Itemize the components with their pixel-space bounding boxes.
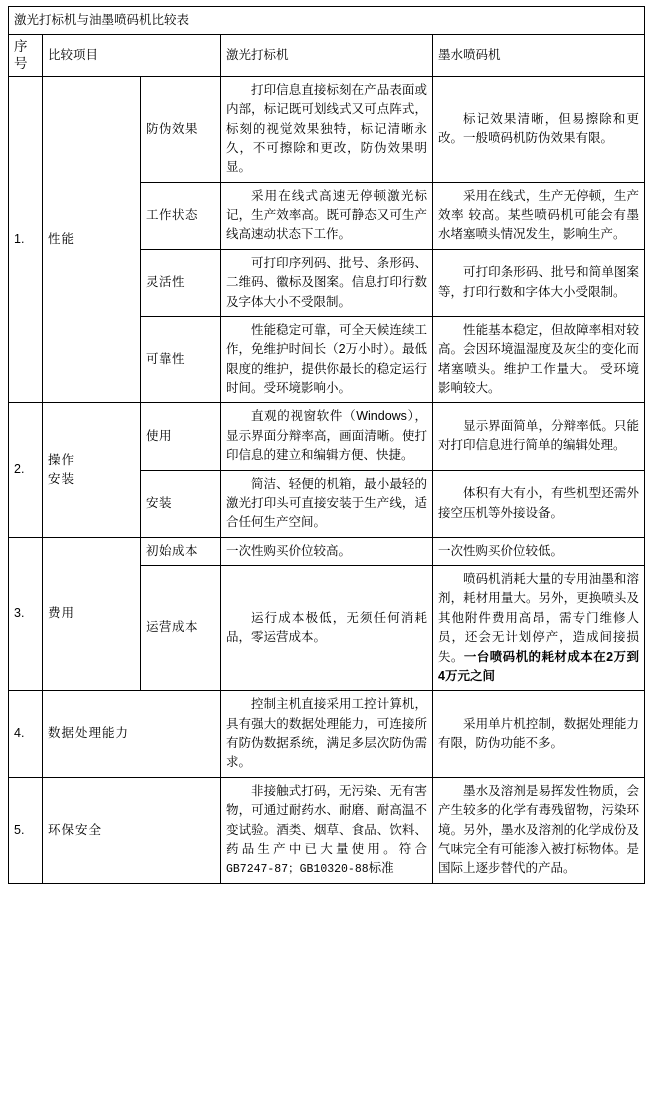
cell-inkjet-emphasis: 一台喷码机的耗材成本在2万到4万元之间 — [438, 649, 639, 683]
row-index: 2. — [9, 403, 43, 537]
table-header-row — [9, 35, 645, 76]
cell-laser: 可打印序列码、批号、条形码、二维码、徽标及图案。信息打印行数及字体大小不受限制。 — [221, 249, 433, 316]
row-index: 5. — [9, 777, 43, 883]
row-index: 4. — [9, 691, 43, 778]
row-subitem-label: 安装 — [141, 470, 221, 537]
row-subitem-label: 初始成本 — [141, 537, 221, 565]
page-title: 激光打标机与油墨喷码机比较表 — [9, 7, 645, 35]
row-category: 环保安全 — [43, 777, 221, 883]
column-header-index-line2: 号 — [14, 55, 28, 71]
cell-inkjet: 一次性购买价位较低。 — [433, 537, 645, 565]
row-category: 费用 — [43, 537, 141, 691]
row-subitem-label: 工作状态 — [141, 182, 221, 249]
column-header-item: 比较项目 — [43, 35, 221, 76]
row-subitem-label: 防伪效果 — [141, 76, 221, 182]
cell-laser-text-tail: 标准 — [368, 861, 394, 876]
table-row — [9, 403, 645, 470]
row-category: 数据处理能力 — [43, 691, 221, 778]
cell-inkjet: 可打印条形码、批号和简单图案等，打印行数和字体大小受限制。 — [433, 249, 645, 316]
row-subitem-label: 运营成本 — [141, 566, 221, 691]
table-row — [9, 691, 645, 778]
cell-inkjet: 显示界面简单，分辩率低。只能对打印信息进行简单的编辑处理。 — [433, 403, 645, 470]
cell-laser — [221, 777, 433, 883]
cell-laser: 一次性购买价位较高。 — [221, 537, 433, 565]
cell-laser: 性能稳定可靠，可全天候连续工作，免维护时间长（2万小时）。最低限度的维护，提供你最长的稳定运行时间。受环境影响小。 — [221, 316, 433, 403]
cell-laser: 简洁、轻便的机箱，最小最轻的激光打印头可直接安装于生产线，适合任何生产空间。 — [221, 470, 433, 537]
row-subitem-label: 使用 — [141, 403, 221, 470]
row-category-line1: 操作 — [48, 452, 76, 467]
column-header-laser: 激光打标机 — [221, 35, 433, 76]
column-header-index — [9, 35, 43, 76]
row-category-line2: 安装 — [48, 472, 76, 486]
cell-inkjet: 采用在线式，生产无停顿，生产效率 较高。某些喷码机可能会有墨水堵塞喷头情况发生，影响生产。 — [433, 182, 645, 249]
cell-laser: 运行成本极低，无须任何消耗品，零运营成本。 — [221, 566, 433, 691]
table-title-row — [9, 7, 645, 35]
table-row — [9, 777, 645, 883]
column-header-inkjet: 墨水喷码机 — [433, 35, 645, 76]
cell-laser: 控制主机直接采用工控计算机，具有强大的数据处理能力，可连接所有防伪数据系统，满足多层次防伪需求。 — [221, 691, 433, 778]
cell-inkjet: 采用单片机控制，数据处理能力有限，防伪功能不多。 — [433, 691, 645, 778]
row-category — [43, 403, 141, 537]
cell-laser: 直观的视窗软件（Windows），显示界面分辩率高，画面清晰。使打印信息的建立和编辑方便、快捷。 — [221, 403, 433, 470]
table-row — [9, 537, 645, 565]
cell-inkjet-text: 喷码机消耗大量的专用油墨和溶剂，耗材用量大。另外，更换喷头及其他附件费用高昂，需专门维修人员，还会无计划停产，造成间接损失。 — [438, 572, 639, 664]
row-index: 3. — [9, 537, 43, 691]
cell-laser-standard-code: GB7247-87；GB10320-88 — [226, 863, 369, 877]
cell-inkjet: 标记效果清晰，但易擦除和更改。一般喷码机防伪效果有限。 — [433, 76, 645, 182]
cell-laser: 打印信息直接标刻在产品表面或内部，标记既可划线式又可点阵式，标刻的视觉效果独特，标记清晰永久，不可擦除和更改，防伪效果明显。 — [221, 76, 433, 182]
row-subitem-label: 可靠性 — [141, 316, 221, 403]
cell-laser-text: 非接触式打码，无污染、无有害物，可通过耐药水、耐磨、耐高温不变试验。酒类、烟草、食品、饮料、药品生产中已大量使用。符合 — [226, 783, 427, 856]
cell-inkjet: 墨水及溶剂是易挥发性物质，会产生较多的化学有毒残留物，污染环境。另外，墨水及溶剂的化学成份及气味完全有可能渗入被打标物体。是国际上逐步替代的产品。 — [433, 777, 645, 883]
cell-inkjet: 性能基本稳定，但故障率相对较高。会因环境温湿度及灰尘的变化而堵塞喷头。维护工作量大。 受环境影响较大。 — [433, 316, 645, 403]
cell-laser: 采用在线式高速无停顿激光标记，生产效率高。既可静态又可生产线高速动状态下工作。 — [221, 182, 433, 249]
row-subitem-label: 灵活性 — [141, 249, 221, 316]
table-row — [9, 76, 645, 182]
row-category: 性能 — [43, 76, 141, 403]
column-header-index-line1: 序 — [14, 39, 28, 55]
comparison-table — [8, 6, 645, 884]
row-index: 1. — [9, 76, 43, 403]
cell-inkjet: 体积有大有小，有些机型还需外接空压机等外接设备。 — [433, 470, 645, 537]
cell-inkjet — [433, 566, 645, 691]
